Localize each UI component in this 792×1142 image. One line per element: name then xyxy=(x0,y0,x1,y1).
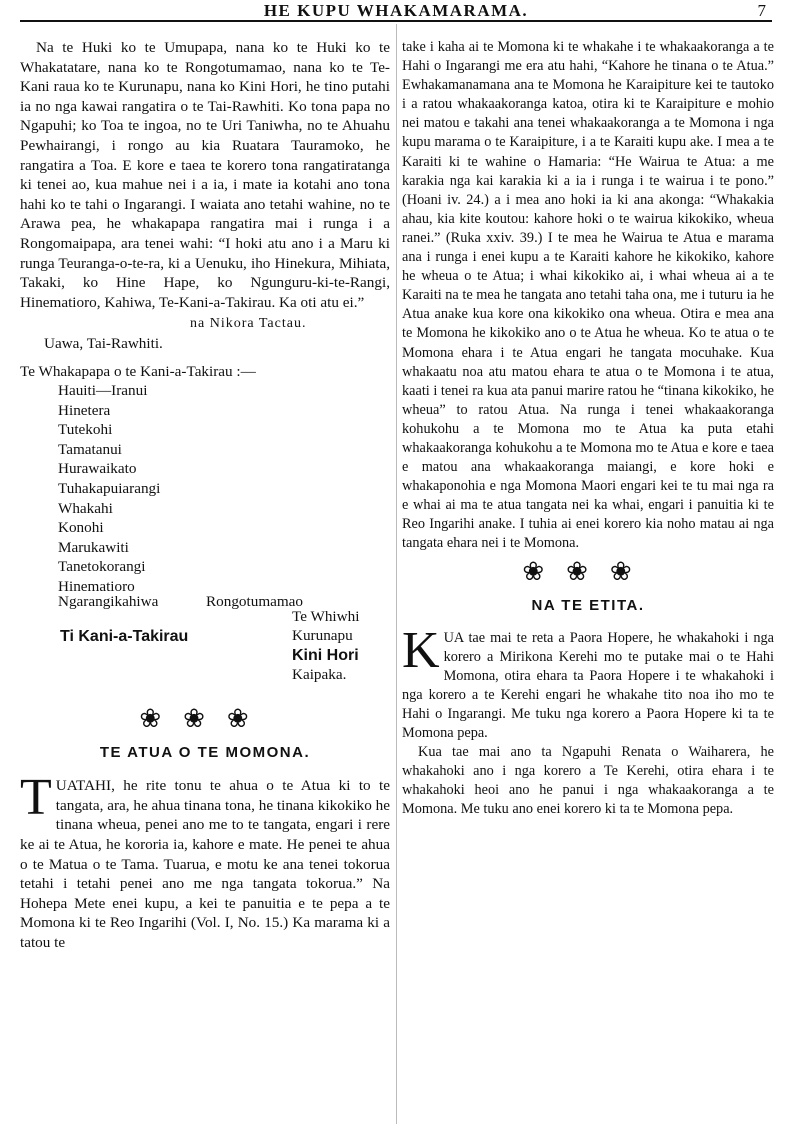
children-list xyxy=(292,607,359,685)
section-body: UA tae mai te reta a Paora Hopere, he whakahoki i nga korero a Mirikona Kerehi mo te putake mai o te Hahi Momona, otira ehara ta Paora Hopere i te whakahoki i nga korero a te Kerehi engari he whakahe tito noa iho mo te Hahi o Ingarangi. Me tuku nga korero a Paora Hopere ki ta te Momona pepa. xyxy=(402,629,774,742)
genealogy-item: Hinematioro xyxy=(58,578,135,596)
intro-paragraph: Na te Huki ko te Umupapa, nana ko te Huki ko te Whakatatare, nana ko te Rongotumamao, nana ko te Te-Kani raua ko te Kurunapu, nana ko Kini Hori, he tino putahi ia no nga kawai rangatira o te Tai-Rawhiti. Ko tona papa no Ngapuhi; ko Toa te ingoa, no te Uri Taniwha, no te Ahuahu Pewhairangi, i rongo au kia Ruatara Tauramoko, he rangatira a Toa. E kore e taea te korero tona rangatiratanga ki tenei ao, kua mahue nei i a ia, i mate ia kotahi ano tona hahi ko te tahi o Ingarangi. I waiata ano tetahi wahine, no te Arawa pea, he whakapapa rangatira mai i runga i a Rongomaipapa, ara tenei wahi: “I hoki atu ano i a Maru ki runga Teuranga-o-te-ra, ki a Uenuku, iho Hinekura, Mihiata, Takaki, ko Hine Hape, ko Ngunguru-ki-te-Rangi, Hinematioro, Kahiwa, Te-Kani-a-Takirau. Ka oti atu ei.” xyxy=(20,39,390,311)
ornament-divider: ❀❀❀ xyxy=(522,556,654,586)
genealogy-item: Tutekohi xyxy=(58,421,113,439)
genealogy-item: Konohi xyxy=(58,519,104,537)
genealogy-item: Marukawiti xyxy=(58,538,129,556)
right-column xyxy=(402,38,774,820)
branch-right: Rongotumamao xyxy=(206,592,304,610)
genealogy-heading: Te Whakapapa o te Kani-a-Takirau :— xyxy=(20,362,256,380)
section-paragraph-editor xyxy=(402,621,774,744)
ornament-divider: ❀❀❀ xyxy=(139,703,271,733)
child-item: Kini Hori xyxy=(292,646,359,664)
child-item: Kaipaka. xyxy=(292,666,347,684)
genealogy-list xyxy=(20,381,390,597)
genealogy-item: Tanetokorangi xyxy=(58,558,146,576)
signature-name: na Nikora Tactau. xyxy=(190,316,307,332)
right-body-paragraph: take i kaha ai te Momona ki te whakahe i te whakaakoranga a te Hahi o Ingarangi me era atu hahi, “Kahore he tinana o te Atua.” Ewhakamanamana ana te Momona he Karaipiture kei te tautoko i a ratou whakaakoranga katoa, otira ki te Karaipiture e mohio nei matou e takahi ana tenei whakaakoranga a te Momona i nga kupu marama o te Karaipiture, i a te Karaiti kupu ake. I mea a te Karaiti ki te wahine o Hamaria: “He Wairua te Atua: a me karakia nga kai karakia ki a ia i runga i te wairua i te pono.” (Hoani iv. 24.) a i mea ano hoki ia ki ana akonga: “Whakakia ahau, kia kite koutou: kahore hoki o te wairua kikokiko, wheua ranei.” (Ruka xxiv. 39.) I te mea he Wairua te Atua e marama ana i runga i enei kupu a te Karaiti kahore he kikokiko, kahore he wheua o te Atua; i whai kikokiko ai, i whai wheua ai a te Karaiti na te mea he tangata ano tetahi taha ona, me i tuturu ia he Atua anake kua kore ona kikokiko ona wheua. Otira e mea ana te Momona he kikokiko ano o te Atua he wheua. Ko te atua o te Momona ehara i te Atua engari he tangata mocuhake. Kua whakaatu noa atu matou ehara te atua o te Momona i te atua, kaati i tenei ra kua ata panui marire ratou he “tinana kikokiko, he wheua” to ratou Atua. Na runga i tenei whakaakoranga kohukohu a te Momona mo te Atua ka puta etahi whakaakoranga kohukohu a te Momona mo te Atua e kore e taea e matou ana whakaakoranga maiangi, e kore hoki e whakaponohia e nga Momona Maori engari kei te tu mai nga ra e whai ai ma te atua tangata nei ka whai, engari i panuitia ki te Reo Ingarihi anake. I tuhia ai enei korero kia noho matau ai nga tangata ehara nei i te Momona. xyxy=(402,39,774,552)
left-column xyxy=(20,38,390,953)
genealogy-item: Tamatanui xyxy=(58,440,122,458)
child-item: Te Whiwhi xyxy=(292,607,360,625)
child-item: Kurunapu xyxy=(292,627,353,645)
section-title-editor: NA TE ETITA. xyxy=(531,596,645,614)
page-header xyxy=(20,0,772,22)
ti-kani-name: Ti Kani-a-Takirau xyxy=(60,627,189,645)
section-title-te-atua: TE ATUA O TE MOMONA. xyxy=(99,743,311,761)
genealogy-item: Hurawaikato xyxy=(58,460,137,478)
genealogy-item: Tuhakapuiarangi xyxy=(58,480,161,498)
section-paragraph-editor-2: Kua tae mai ano ta Ngapuhi Renata o Waiharera, he whakahoki ano i nga korero a Te Kerehi, otira ehara i te whakahoki heoi ano he panui i nga whakaakoranga a te Momona. Me tuku ano enei korero ki ta te Momona pepa. xyxy=(402,744,774,818)
signature-place: Uawa, Tai-Rawhiti. xyxy=(44,334,163,352)
genealogy-item: Hauiti—Iranui xyxy=(58,382,148,400)
section-body: UATAHI, he rite tonu te ahua o te Atua ki to te tangata, ara, he ahua tinana tona, he tinana kikokiko he tinana wheua, penei ano me to te tangata, engari i rere ke ai te Atua, he kororia ia, kahore e mate. He penei te ahua o te Matua o te Tama. Tuarua, e motu ke ana tenei tokorua tetahi i tetahi penei ano me nga tangata tokorua.” Na Hohepa Mete enei kupu, a kei te panuitia e te pepa a te Momona ki te Reo Ingarihi (Vol. I, No. 15.) Ka marama ki a tatou te xyxy=(20,777,390,951)
signature-block xyxy=(20,314,390,353)
genealogy-item: Whakahi xyxy=(58,499,113,517)
genealogy-item: Hinetera xyxy=(58,401,111,419)
branch-left: Ngarangikahiwa xyxy=(58,592,159,610)
drop-cap: K xyxy=(402,621,440,679)
genealogy-branch xyxy=(20,592,390,701)
page-number: 7 xyxy=(757,1,766,20)
page-title: HE KUPU WHAKAMARAMA. xyxy=(263,1,529,20)
section-paragraph-te-atua xyxy=(20,769,390,952)
drop-cap: T xyxy=(20,769,52,827)
column-divider xyxy=(396,24,397,1124)
